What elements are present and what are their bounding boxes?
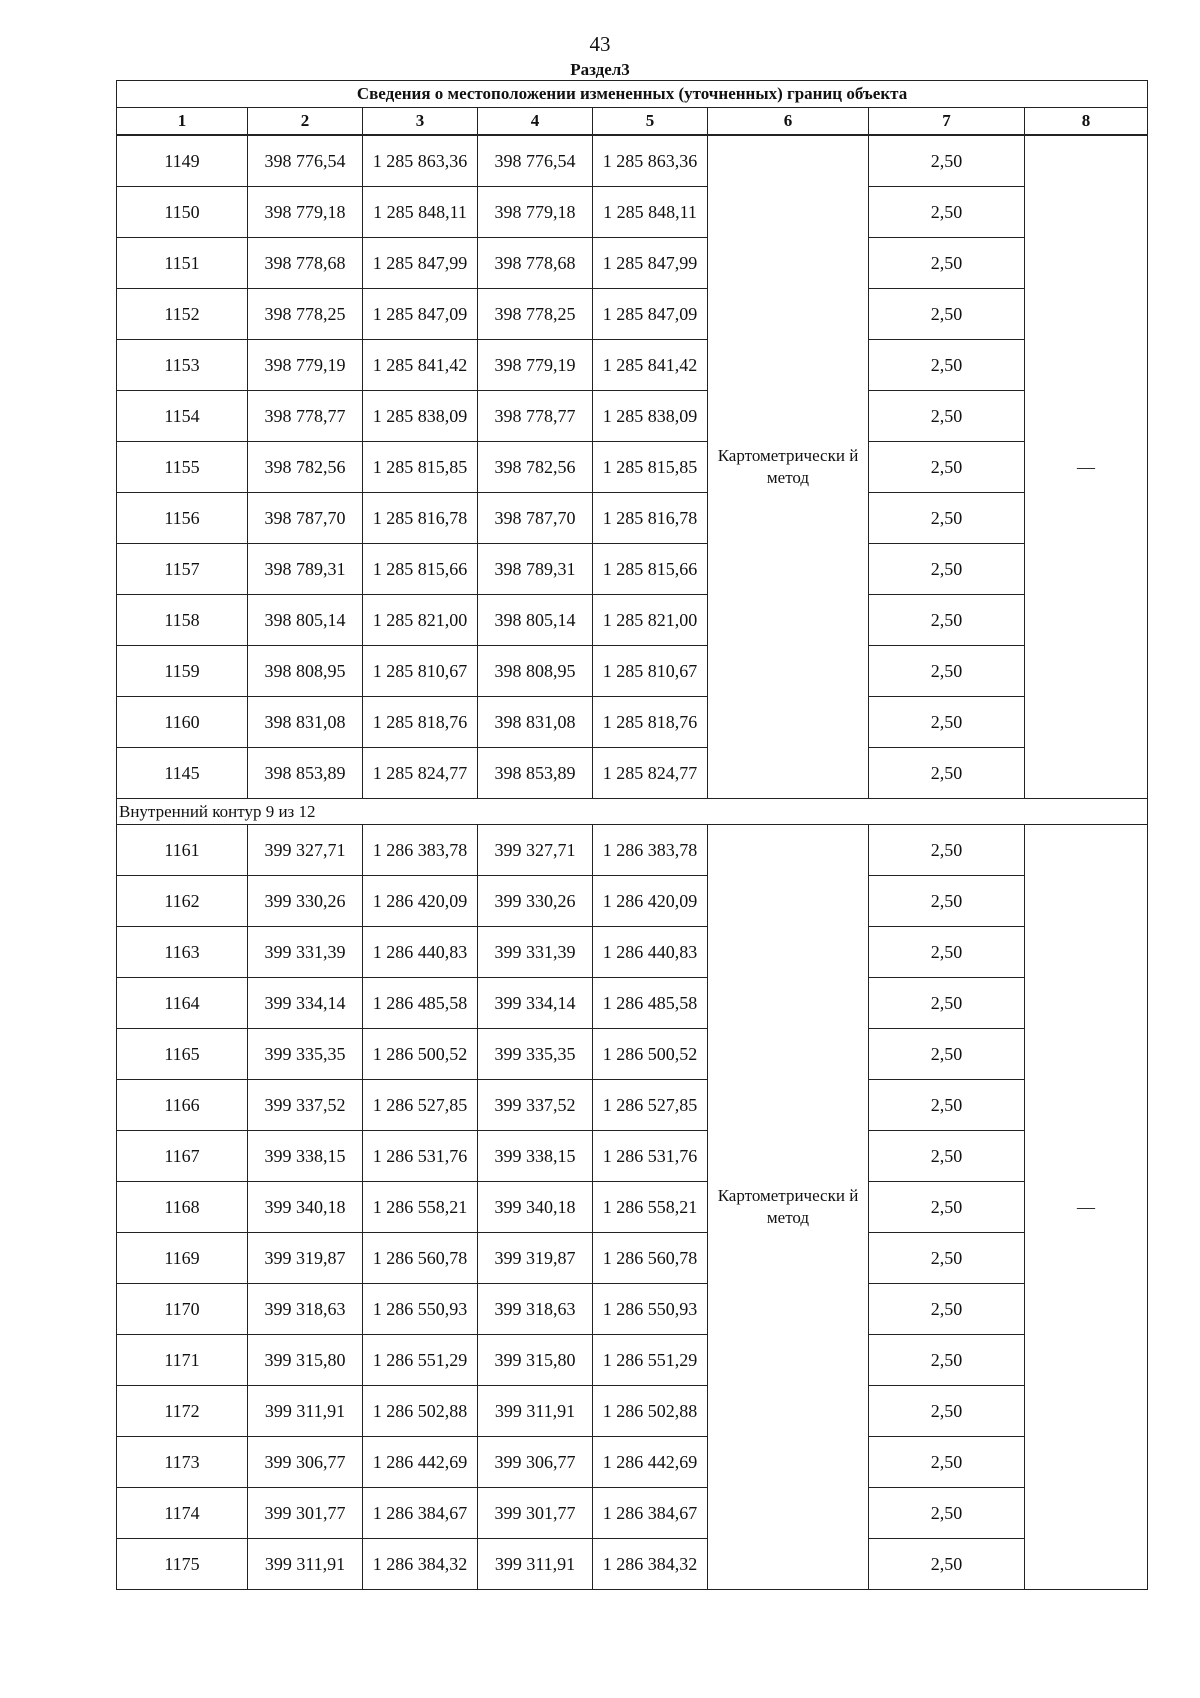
table-row xyxy=(117,1284,1148,1335)
accuracy-cell: 2,50 xyxy=(869,595,1025,646)
refined-y-cell: 1 286 384,67 xyxy=(593,1488,708,1539)
existing-x-cell: 398 808,95 xyxy=(248,646,363,697)
table-row xyxy=(117,442,1148,493)
point-number-cell: 1168 xyxy=(117,1182,248,1233)
accuracy-cell: 2,50 xyxy=(869,289,1025,340)
accuracy-cell: 2,50 xyxy=(869,391,1025,442)
existing-y-cell: 1 286 442,69 xyxy=(363,1437,478,1488)
table-row xyxy=(117,1233,1148,1284)
point-number-cell: 1165 xyxy=(117,1029,248,1080)
existing-x-cell: 398 778,77 xyxy=(248,391,363,442)
refined-x-cell: 399 311,91 xyxy=(478,1386,593,1437)
accuracy-cell: 2,50 xyxy=(869,1233,1025,1284)
refined-y-cell: 1 286 485,58 xyxy=(593,978,708,1029)
refined-x-cell: 398 805,14 xyxy=(478,595,593,646)
table-row xyxy=(117,1131,1148,1182)
existing-x-cell: 398 805,14 xyxy=(248,595,363,646)
table-row xyxy=(117,493,1148,544)
existing-x-cell: 398 779,19 xyxy=(248,340,363,391)
existing-x-cell: 399 319,87 xyxy=(248,1233,363,1284)
existing-x-cell: 399 306,77 xyxy=(248,1437,363,1488)
point-number-cell: 1175 xyxy=(117,1539,248,1590)
point-number-cell: 1164 xyxy=(117,978,248,1029)
existing-x-cell: 398 787,70 xyxy=(248,493,363,544)
accuracy-cell: 2,50 xyxy=(869,927,1025,978)
accuracy-cell: 2,50 xyxy=(869,825,1025,876)
existing-y-cell: 1 285 815,85 xyxy=(363,442,478,493)
refined-x-cell: 398 776,54 xyxy=(478,135,593,187)
accuracy-cell: 2,50 xyxy=(869,697,1025,748)
refined-y-cell: 1 285 815,66 xyxy=(593,544,708,595)
refined-x-cell: 399 311,91 xyxy=(478,1539,593,1590)
refined-x-cell: 399 340,18 xyxy=(478,1182,593,1233)
refined-x-cell: 398 831,08 xyxy=(478,697,593,748)
refined-y-cell: 1 286 531,76 xyxy=(593,1131,708,1182)
refined-y-cell: 1 285 815,85 xyxy=(593,442,708,493)
accuracy-cell: 2,50 xyxy=(869,978,1025,1029)
accuracy-cell: 2,50 xyxy=(869,748,1025,799)
refined-y-cell: 1 286 500,52 xyxy=(593,1029,708,1080)
table-row xyxy=(117,1437,1148,1488)
existing-x-cell: 398 789,31 xyxy=(248,544,363,595)
table-row xyxy=(117,1335,1148,1386)
point-number-cell: 1150 xyxy=(117,187,248,238)
existing-x-cell: 398 831,08 xyxy=(248,697,363,748)
refined-x-cell: 399 337,52 xyxy=(478,1080,593,1131)
existing-y-cell: 1 285 847,99 xyxy=(363,238,478,289)
existing-x-cell: 399 335,35 xyxy=(248,1029,363,1080)
page-number: 43 xyxy=(589,32,611,56)
contour-label-row xyxy=(117,799,1148,825)
refined-x-cell: 398 808,95 xyxy=(478,646,593,697)
refined-y-cell: 1 286 560,78 xyxy=(593,1233,708,1284)
section-title: Раздел3 xyxy=(570,60,630,79)
refined-y-cell: 1 285 821,00 xyxy=(593,595,708,646)
column-number: 2 xyxy=(248,108,363,136)
point-number-cell: 1163 xyxy=(117,927,248,978)
refined-x-cell: 399 306,77 xyxy=(478,1437,593,1488)
refined-y-cell: 1 285 863,36 xyxy=(593,135,708,187)
table-row xyxy=(117,697,1148,748)
point-number-cell: 1170 xyxy=(117,1284,248,1335)
refined-x-cell: 398 779,19 xyxy=(478,340,593,391)
accuracy-cell: 2,50 xyxy=(869,340,1025,391)
point-number-cell: 1174 xyxy=(117,1488,248,1539)
column-number: 4 xyxy=(478,108,593,136)
existing-x-cell: 398 779,18 xyxy=(248,187,363,238)
refined-x-cell: 398 853,89 xyxy=(478,748,593,799)
table-row xyxy=(117,135,1148,187)
table-row xyxy=(117,825,1148,876)
point-number-cell: 1171 xyxy=(117,1335,248,1386)
column-number: 1 xyxy=(117,108,248,136)
refined-x-cell: 399 315,80 xyxy=(478,1335,593,1386)
accuracy-cell: 2,50 xyxy=(869,1335,1025,1386)
existing-y-cell: 1 286 550,93 xyxy=(363,1284,478,1335)
existing-x-cell: 399 327,71 xyxy=(248,825,363,876)
existing-x-cell: 399 301,77 xyxy=(248,1488,363,1539)
point-number-cell: 1145 xyxy=(117,748,248,799)
existing-x-cell: 399 331,39 xyxy=(248,927,363,978)
refined-y-cell: 1 286 384,32 xyxy=(593,1539,708,1590)
column-number: 6 xyxy=(708,108,869,136)
existing-y-cell: 1 286 420,09 xyxy=(363,876,478,927)
refined-y-cell: 1 285 816,78 xyxy=(593,493,708,544)
point-number-cell: 1166 xyxy=(117,1080,248,1131)
refined-x-cell: 399 334,14 xyxy=(478,978,593,1029)
refined-y-cell: 1 286 440,83 xyxy=(593,927,708,978)
existing-y-cell: 1 285 818,76 xyxy=(363,697,478,748)
point-number-cell: 1155 xyxy=(117,442,248,493)
refined-y-cell: 1 286 502,88 xyxy=(593,1386,708,1437)
existing-y-cell: 1 285 824,77 xyxy=(363,748,478,799)
table-row xyxy=(117,748,1148,799)
refined-x-cell: 399 301,77 xyxy=(478,1488,593,1539)
existing-x-cell: 399 311,91 xyxy=(248,1539,363,1590)
refined-y-cell: 1 286 383,78 xyxy=(593,825,708,876)
existing-x-cell: 399 334,14 xyxy=(248,978,363,1029)
table-row xyxy=(117,1488,1148,1539)
accuracy-cell: 2,50 xyxy=(869,1386,1025,1437)
refined-x-cell: 399 338,15 xyxy=(478,1131,593,1182)
refined-x-cell: 399 319,87 xyxy=(478,1233,593,1284)
existing-y-cell: 1 285 810,67 xyxy=(363,646,478,697)
table-row xyxy=(117,187,1148,238)
accuracy-cell: 2,50 xyxy=(869,1029,1025,1080)
point-number-cell: 1158 xyxy=(117,595,248,646)
existing-y-cell: 1 286 531,76 xyxy=(363,1131,478,1182)
existing-x-cell: 398 778,25 xyxy=(248,289,363,340)
refined-y-cell: 1 286 527,85 xyxy=(593,1080,708,1131)
existing-y-cell: 1 286 384,32 xyxy=(363,1539,478,1590)
accuracy-cell: 2,50 xyxy=(869,1080,1025,1131)
existing-y-cell: 1 285 863,36 xyxy=(363,135,478,187)
accuracy-cell: 2,50 xyxy=(869,1437,1025,1488)
point-number-cell: 1160 xyxy=(117,697,248,748)
accuracy-cell: 2,50 xyxy=(869,1284,1025,1335)
refined-y-cell: 1 285 848,11 xyxy=(593,187,708,238)
existing-y-cell: 1 285 847,09 xyxy=(363,289,478,340)
accuracy-cell: 2,50 xyxy=(869,135,1025,187)
existing-x-cell: 399 318,63 xyxy=(248,1284,363,1335)
existing-y-cell: 1 286 384,67 xyxy=(363,1488,478,1539)
refined-y-cell: 1 286 558,21 xyxy=(593,1182,708,1233)
existing-y-cell: 1 285 841,42 xyxy=(363,340,478,391)
column-number: 5 xyxy=(593,108,708,136)
existing-x-cell: 398 853,89 xyxy=(248,748,363,799)
existing-y-cell: 1 286 440,83 xyxy=(363,927,478,978)
refined-x-cell: 399 330,26 xyxy=(478,876,593,927)
refined-x-cell: 398 782,56 xyxy=(478,442,593,493)
refined-y-cell: 1 285 847,09 xyxy=(593,289,708,340)
existing-x-cell: 399 311,91 xyxy=(248,1386,363,1437)
point-number-cell: 1153 xyxy=(117,340,248,391)
refined-y-cell: 1 286 420,09 xyxy=(593,876,708,927)
note-cell: — xyxy=(1025,135,1148,799)
refined-x-cell: 398 787,70 xyxy=(478,493,593,544)
point-number-cell: 1161 xyxy=(117,825,248,876)
refined-y-cell: 1 285 818,76 xyxy=(593,697,708,748)
refined-x-cell: 399 318,63 xyxy=(478,1284,593,1335)
existing-y-cell: 1 285 838,09 xyxy=(363,391,478,442)
existing-y-cell: 1 285 816,78 xyxy=(363,493,478,544)
table-row xyxy=(117,978,1148,1029)
table-row xyxy=(117,289,1148,340)
refined-x-cell: 399 331,39 xyxy=(478,927,593,978)
accuracy-cell: 2,50 xyxy=(869,493,1025,544)
existing-y-cell: 1 286 383,78 xyxy=(363,825,478,876)
refined-x-cell: 398 778,68 xyxy=(478,238,593,289)
refined-x-cell: 398 778,77 xyxy=(478,391,593,442)
accuracy-cell: 2,50 xyxy=(869,238,1025,289)
accuracy-cell: 2,50 xyxy=(869,646,1025,697)
existing-y-cell: 1 286 560,78 xyxy=(363,1233,478,1284)
refined-y-cell: 1 285 847,99 xyxy=(593,238,708,289)
table-row xyxy=(117,1080,1148,1131)
refined-y-cell: 1 285 824,77 xyxy=(593,748,708,799)
accuracy-cell: 2,50 xyxy=(869,1182,1025,1233)
accuracy-cell: 2,50 xyxy=(869,1539,1025,1590)
accuracy-cell: 2,50 xyxy=(869,442,1025,493)
table-row xyxy=(117,1029,1148,1080)
boundary-coordinates-table xyxy=(116,80,1148,1590)
accuracy-cell: 2,50 xyxy=(869,544,1025,595)
table-body xyxy=(117,81,1148,1590)
table-row xyxy=(117,1386,1148,1437)
refined-y-cell: 1 286 550,93 xyxy=(593,1284,708,1335)
existing-x-cell: 399 338,15 xyxy=(248,1131,363,1182)
column-number: 7 xyxy=(869,108,1025,136)
table-row xyxy=(117,340,1148,391)
refined-x-cell: 398 778,25 xyxy=(478,289,593,340)
table-row xyxy=(117,544,1148,595)
existing-x-cell: 399 330,26 xyxy=(248,876,363,927)
point-number-cell: 1151 xyxy=(117,238,248,289)
point-number-cell: 1157 xyxy=(117,544,248,595)
column-number-row xyxy=(117,108,1148,136)
existing-y-cell: 1 286 485,58 xyxy=(363,978,478,1029)
point-number-cell: 1159 xyxy=(117,646,248,697)
column-number: 3 xyxy=(363,108,478,136)
refined-y-cell: 1 286 551,29 xyxy=(593,1335,708,1386)
refined-y-cell: 1 286 442,69 xyxy=(593,1437,708,1488)
table-row xyxy=(117,595,1148,646)
refined-y-cell: 1 285 838,09 xyxy=(593,391,708,442)
point-number-cell: 1149 xyxy=(117,135,248,187)
table-row xyxy=(117,646,1148,697)
table-row xyxy=(117,1539,1148,1590)
existing-y-cell: 1 285 848,11 xyxy=(363,187,478,238)
point-number-cell: 1162 xyxy=(117,876,248,927)
existing-y-cell: 1 286 500,52 xyxy=(363,1029,478,1080)
existing-y-cell: 1 286 551,29 xyxy=(363,1335,478,1386)
existing-x-cell: 399 337,52 xyxy=(248,1080,363,1131)
existing-y-cell: 1 286 502,88 xyxy=(363,1386,478,1437)
table-caption: Сведения о местоположении измененных (уточненных) границ объекта xyxy=(117,81,1148,108)
refined-x-cell: 398 779,18 xyxy=(478,187,593,238)
accuracy-cell: 2,50 xyxy=(869,876,1025,927)
existing-x-cell: 398 776,54 xyxy=(248,135,363,187)
existing-x-cell: 398 778,68 xyxy=(248,238,363,289)
point-number-cell: 1152 xyxy=(117,289,248,340)
table-row xyxy=(117,876,1148,927)
existing-x-cell: 398 782,56 xyxy=(248,442,363,493)
table-row xyxy=(117,927,1148,978)
existing-y-cell: 1 285 815,66 xyxy=(363,544,478,595)
existing-y-cell: 1 285 821,00 xyxy=(363,595,478,646)
point-number-cell: 1169 xyxy=(117,1233,248,1284)
method-cell: Картометрически й метод xyxy=(708,135,869,799)
point-number-cell: 1156 xyxy=(117,493,248,544)
column-number: 8 xyxy=(1025,108,1148,136)
point-number-cell: 1167 xyxy=(117,1131,248,1182)
point-number-cell: 1172 xyxy=(117,1386,248,1437)
point-number-cell: 1173 xyxy=(117,1437,248,1488)
existing-x-cell: 399 315,80 xyxy=(248,1335,363,1386)
table-row xyxy=(117,1182,1148,1233)
contour-label: Внутренний контур 9 из 12 xyxy=(117,799,1148,825)
refined-x-cell: 399 335,35 xyxy=(478,1029,593,1080)
point-number-cell: 1154 xyxy=(117,391,248,442)
refined-y-cell: 1 285 841,42 xyxy=(593,340,708,391)
accuracy-cell: 2,50 xyxy=(869,1488,1025,1539)
existing-x-cell: 399 340,18 xyxy=(248,1182,363,1233)
accuracy-cell: 2,50 xyxy=(869,1131,1025,1182)
note-cell: — xyxy=(1025,825,1148,1590)
existing-y-cell: 1 286 527,85 xyxy=(363,1080,478,1131)
table-caption-row xyxy=(117,81,1148,108)
table-row xyxy=(117,238,1148,289)
refined-x-cell: 398 789,31 xyxy=(478,544,593,595)
table-row xyxy=(117,391,1148,442)
refined-y-cell: 1 285 810,67 xyxy=(593,646,708,697)
method-cell: Картометрически й метод xyxy=(708,825,869,1590)
accuracy-cell: 2,50 xyxy=(869,187,1025,238)
refined-x-cell: 399 327,71 xyxy=(478,825,593,876)
existing-y-cell: 1 286 558,21 xyxy=(363,1182,478,1233)
